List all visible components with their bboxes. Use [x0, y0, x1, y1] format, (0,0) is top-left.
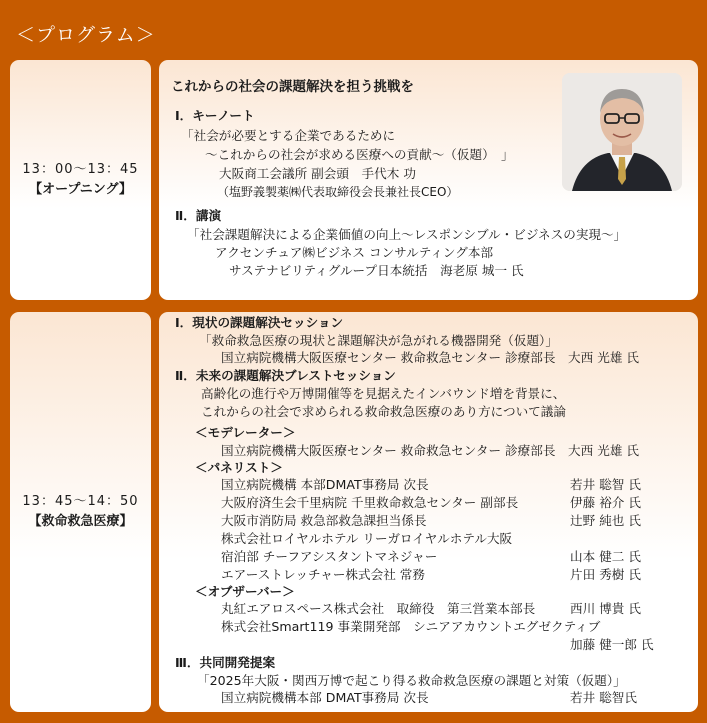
session3-speaker-name: 若井 聡智氏	[570, 690, 637, 705]
panelist-org: 大阪府済生会千里病院 千里救命救急センター 副部長	[221, 495, 519, 510]
lecture-heading: Ⅱ．講演	[175, 208, 222, 223]
observer-org: 丸紅エアロスペース株式会社 取締役 第三営業本部長	[221, 601, 536, 616]
panelist-name: 片田 秀樹 氏	[570, 567, 641, 582]
opening-title: これからの社会の課題解決を担う挑戦を	[171, 79, 414, 95]
session1-speaker: 国立病院機構大阪医療センター 救命救急センター 診療部長 大西 光雄 氏	[221, 350, 640, 365]
keynote-speaker-line1: 大阪商工会議所 副会頭 手代木 功	[219, 166, 416, 181]
opening-content	[159, 60, 698, 300]
keynote-heading: Ⅰ．キーノート	[175, 108, 255, 123]
lecture-talk: 「社会課題解決による企業価値の向上〜レスポンシブル・ビジネスの実現〜」	[187, 227, 627, 242]
session3-speaker-org: 国立病院機構本部 DMAT事務局 次長	[221, 690, 429, 705]
panelist-label: ＜パネリスト＞	[195, 460, 283, 475]
program-heading: ＜プログラム＞	[16, 24, 156, 46]
keynote-speaker-line2: （塩野義製薬㈱代表取締役会長兼社長CEO）	[217, 185, 459, 199]
emergency-session-label: 【救命救急医療】	[28, 514, 133, 529]
keynote-talk-line2: 〜これからの社会が求める医療への貢献〜（仮題） 」	[205, 147, 514, 162]
session2-desc-line2: これからの社会で求められる救命救急医療のあり方について議論	[201, 404, 566, 419]
opening-time-box	[10, 60, 151, 300]
panelist-org: エアーストレッチャー株式会社 常務	[221, 567, 425, 582]
opening-time: 13：00〜13：45	[22, 162, 139, 177]
panelist-name: 山本 健二 氏	[570, 549, 641, 564]
emergency-time: 13：45〜14：50	[22, 494, 139, 509]
observer-name: 加藤 健一郎 氏	[570, 637, 654, 652]
panelist-org: 株式会社ロイヤルホテル リーガロイヤルホテル大阪	[221, 531, 513, 546]
moderator: 国立病院機構大阪医療センター 救命救急センター 診療部長 大西 光雄 氏	[221, 443, 640, 458]
session1-heading: Ⅰ．現状の課題解決セッション	[175, 315, 344, 330]
session3-heading: Ⅲ．共同開発提案	[175, 655, 276, 670]
panelist-name: 若井 聡智 氏	[570, 477, 641, 492]
lecture-speaker-line2: サステナビリティグループ日本統括 海老原 城一 氏	[229, 263, 524, 278]
emergency-content	[159, 312, 698, 712]
panelist-org: 宿泊部 チーフアシスタントマネジャー	[221, 549, 438, 564]
observer-org: 株式会社Smart119 事業開発部 シニアアカウントエグゼクティブ	[221, 619, 601, 634]
session3-talk: 「2025年大阪・関西万博で起こり得る救命救急医療の課題と対策（仮題）」	[197, 673, 626, 688]
observer-name: 西川 博貴 氏	[570, 601, 641, 616]
keynote-talk-line1: 「社会が必要とする企業であるために	[181, 128, 396, 143]
session2-desc-line1: 高齢化の進行や万博開催等を見据えたインバウンド増を背景に、	[201, 386, 566, 401]
panelist-name: 辻野 純也 氏	[570, 513, 641, 528]
moderator-label: ＜モデレーター＞	[195, 425, 296, 440]
lecture-speaker-line1: アクセンチュア㈱ビジネス コンサルティング本部	[215, 245, 494, 260]
speaker-portrait-image	[562, 73, 682, 191]
panelist-org: 大阪市消防局 救急部救急課担当係長	[221, 513, 427, 528]
observer-label: ＜オブザーバー＞	[195, 584, 295, 599]
opening-session-label: 【オープニング】	[29, 182, 132, 197]
emergency-time-box	[10, 312, 151, 712]
session1-talk: 「救命救急医療の現状と課題解決が急がれる機器開発（仮題）」	[199, 333, 558, 348]
panelist-org: 国立病院機構 本部DMAT事務局 次長	[221, 477, 429, 492]
panelist-name: 伊藤 裕介 氏	[570, 495, 641, 510]
session2-heading: Ⅱ．未来の課題解決ブレストセッション	[175, 368, 396, 383]
